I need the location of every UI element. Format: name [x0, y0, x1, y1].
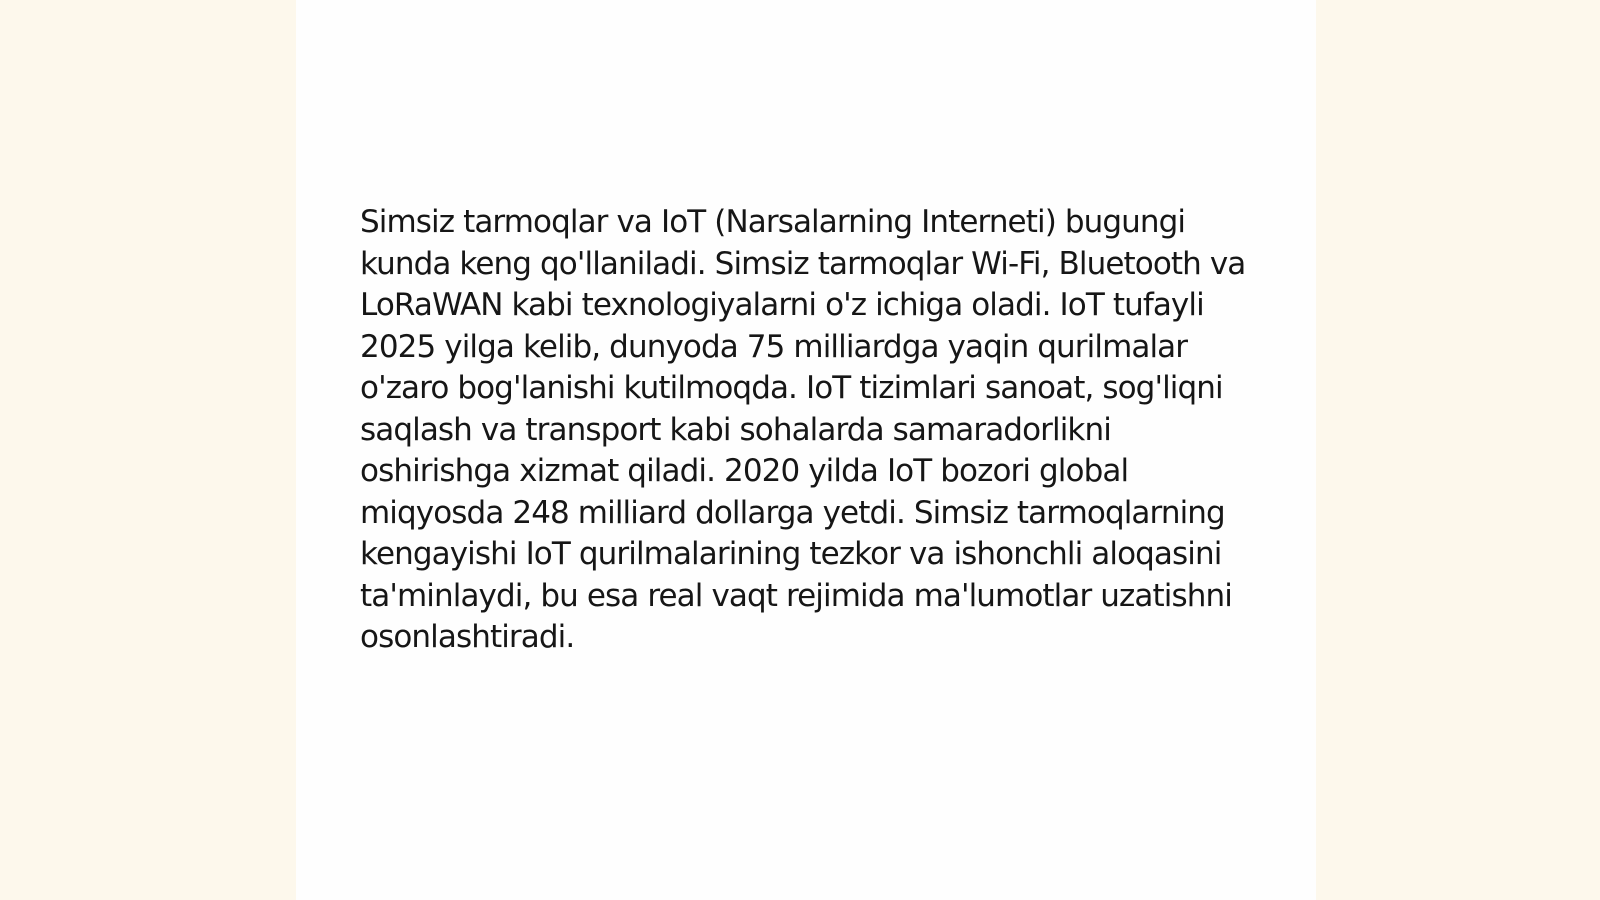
- document-page: [296, 0, 1316, 900]
- body-paragraph: Simsiz tarmoqlar va IoT (Narsalarning Interneti) bugungi kunda keng qo'llaniladi. Simsiz tarmoqlar Wi-Fi, Bluetooth va LoRaWAN kabi texnologiyalarni o'z ichiga oladi. IoT tufayli 2025 yilga kelib, dunyoda 75 milliardga yaqin qurilmalar o'zaro bog'lanishi kutilmoqda. IoT tizimlari sanoat, sog'liqni saqlash va transport kabi sohalarda samaradorlikni oshirishga xizmat qiladi. 2020 yilda IoT bozori global miqyosda 248 milliard dollarga yetdi. Simsiz tarmoqlarning kengayishi IoT qurilmalarining tezkor va ishonchli aloqasini ta'minlaydi, bu esa real vaqt rejimida ma'lumotlar uzatishni osonlashtiradi.: [360, 204, 1246, 655]
